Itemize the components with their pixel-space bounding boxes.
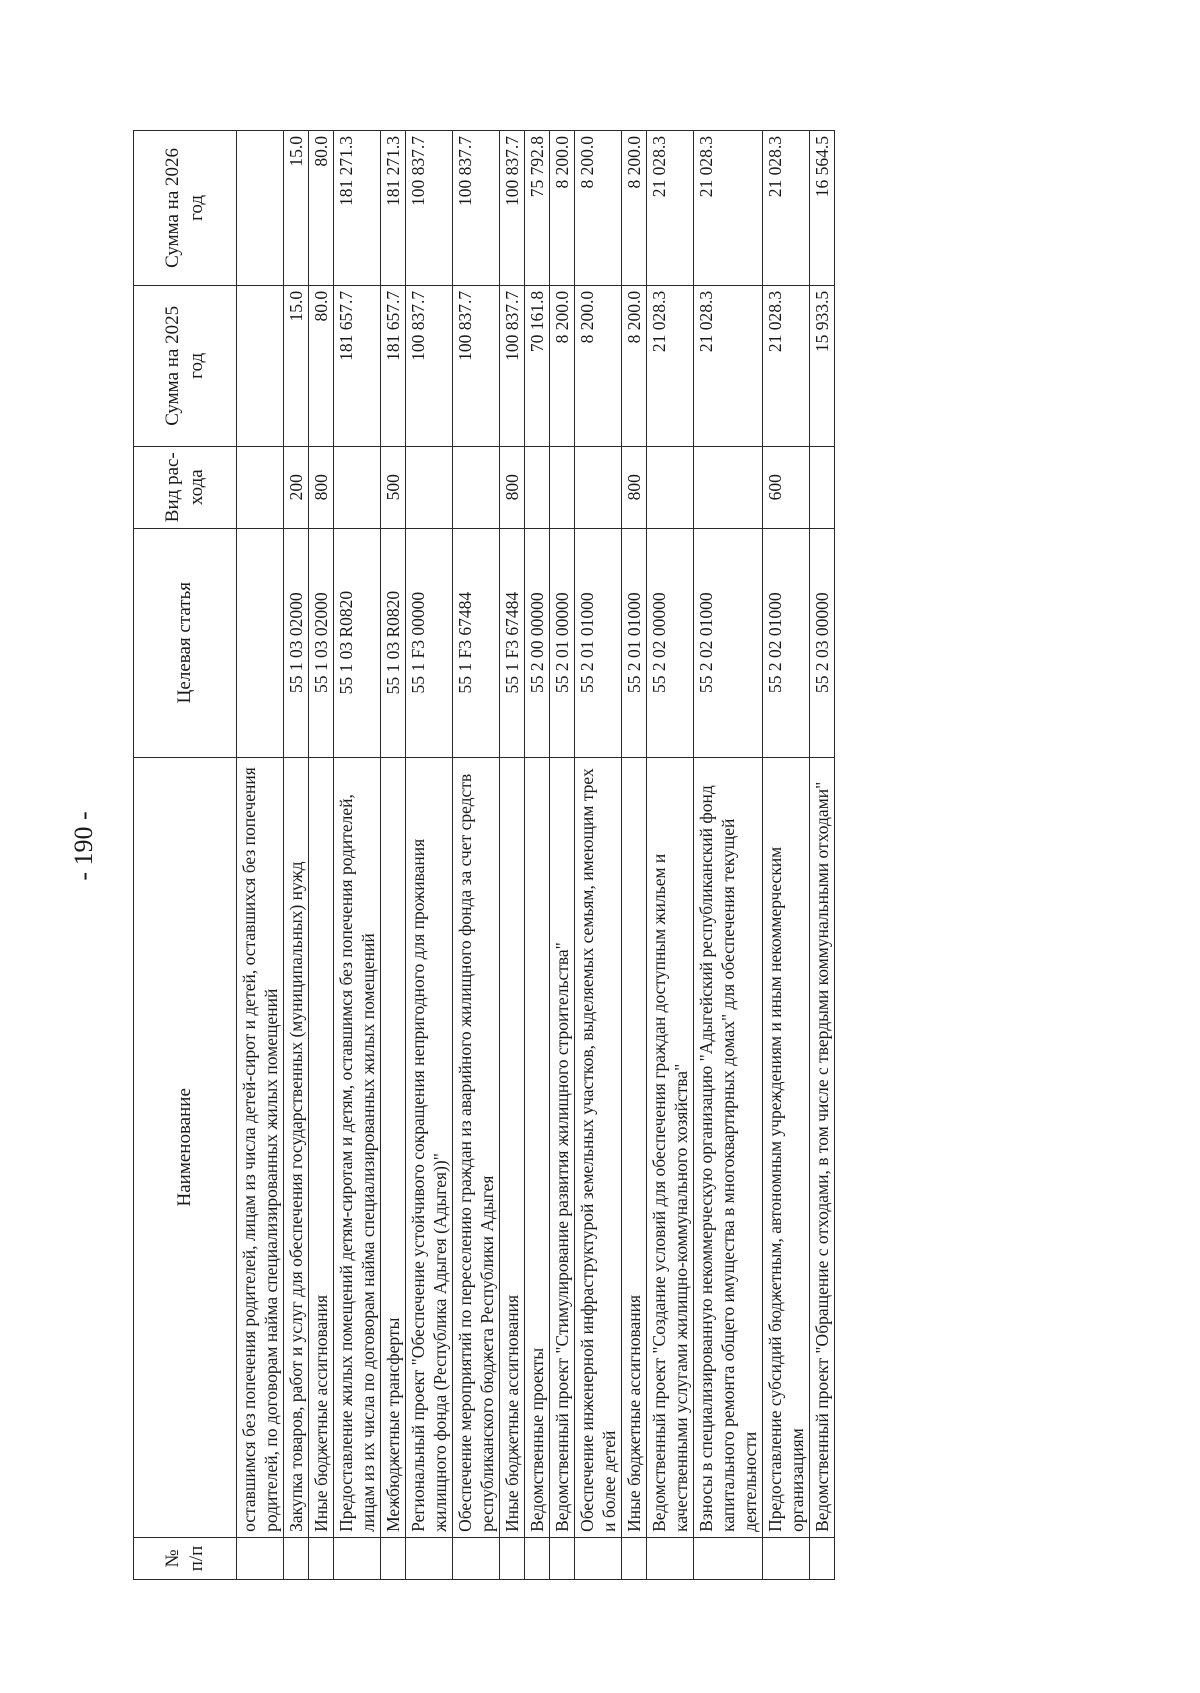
cell-sum2025: 100 837.7 [406,285,453,446]
cell-sum2026: 21 028.3 [694,131,763,286]
cell-sum2026: 8 200.0 [622,131,647,286]
cell-sum2025: 181 657.7 [334,285,381,446]
cell-sum2025: 15 933.5 [810,285,835,446]
table-row [237,131,284,1580]
cell-sum2025: 8 200.0 [575,285,622,446]
cell-name: Закупка товаров, работ и услуг для обеспечения государственных (муниципальных) нужд [284,757,309,1537]
cell-sum2026: 16 564.5 [810,131,835,286]
cell-target: 55 2 02 01000 [694,528,763,757]
header-name: Наименование [134,757,237,1537]
cell-num [381,1537,406,1579]
cell-kind [237,446,284,528]
table-row [309,131,334,1580]
cell-target: 55 1 F3 00000 [406,528,453,757]
table-row [406,131,453,1580]
cell-target: 55 2 01 01000 [622,528,647,757]
cell-sum2026: 100 837.7 [453,131,500,286]
cell-name: Ведомственный проект "Стимулирование развития жилищного строительства" [550,757,575,1537]
cell-num [453,1537,500,1579]
table-row [694,131,763,1580]
cell-sum2025: 181 657.7 [381,285,406,446]
cell-kind [550,446,575,528]
cell-sum2025: 100 837.7 [453,285,500,446]
cell-target: 55 2 03 00000 [810,528,835,757]
cell-sum2026: 181 271.3 [334,131,381,286]
header-target: Целевая статья [134,528,237,757]
cell-num [309,1537,334,1579]
cell-sum2026: 100 837.7 [406,131,453,286]
cell-sum2025: 21 028.3 [694,285,763,446]
cell-name: Предоставление жилых помещений детям-сиротам и детям, оставшимся без попечения родителей, лицам из их числа по договорам найма специализированных жилых помещений [334,757,381,1537]
table-row [284,131,309,1580]
cell-kind: 200 [284,446,309,528]
cell-sum2026: 21 028.3 [647,131,694,286]
cell-target: 55 1 03 R0820 [381,528,406,757]
table-row [763,131,810,1580]
cell-sum2026: 15.0 [284,131,309,286]
cell-sum2026: 100 837.7 [500,131,525,286]
page-number: - 190 - [69,811,98,881]
cell-kind [575,446,622,528]
cell-num [237,1537,284,1579]
table-row [575,131,622,1580]
cell-name: Ведомственный проект "Обращение с отходами, в том числе с твердыми коммунальными отходами" [810,757,835,1537]
cell-target: 55 2 01 00000 [550,528,575,757]
table-row [334,131,381,1580]
cell-kind [647,446,694,528]
cell-name: Предоставление субсидий бюджетным, автономным учреждениям и иным некоммерческим организациям [763,757,810,1537]
table-body [237,131,835,1580]
cell-target: 55 1 03 02000 [284,528,309,757]
cell-sum2025 [237,285,284,446]
cell-sum2025: 21 028.3 [647,285,694,446]
cell-kind [334,446,381,528]
table-row [647,131,694,1580]
header-num: № п/п [134,1537,237,1579]
cell-sum2025: 80.0 [309,285,334,446]
cell-kind [810,446,835,528]
cell-name: Иные бюджетные ассигнования [622,757,647,1537]
header-sum-2025: Сумма на 2025 год [134,285,237,446]
cell-sum2026 [237,131,284,286]
cell-num [763,1537,810,1579]
cell-target: 55 2 02 00000 [647,528,694,757]
table-row [550,131,575,1580]
cell-num [622,1537,647,1579]
cell-sum2025: 8 200.0 [622,285,647,446]
cell-num [334,1537,381,1579]
cell-sum2025: 8 200.0 [550,285,575,446]
cell-name: Обеспечение инженерной инфраструктурой земельных участков, выделяемых семьям, имеющим трех и более детей [575,757,622,1537]
cell-kind [406,446,453,528]
cell-name: Взносы в специализированную некоммерческую организацию "Адыгейский республиканский фонд капитального ремонта общего имущества в многоквартирных домах" для обеспечения текущей деятельности [694,757,763,1537]
table-header-row [134,131,237,1580]
cell-name: Межбюджетные трансферты [381,757,406,1537]
cell-sum2025: 15.0 [284,285,309,446]
table-row [453,131,500,1580]
header-kind: Вид рас-хода [134,446,237,528]
cell-sum2026: 21 028.3 [763,131,810,286]
cell-target: 55 1 03 02000 [309,528,334,757]
table-row [381,131,406,1580]
budget-table [133,130,835,1580]
table-row [525,131,550,1580]
cell-kind: 800 [500,446,525,528]
cell-kind: 500 [381,446,406,528]
cell-name: Иные бюджетные ассигнования [500,757,525,1537]
cell-target: 55 1 F3 67484 [453,528,500,757]
cell-target: 55 1 03 R0820 [334,528,381,757]
cell-kind [694,446,763,528]
table-row [500,131,525,1580]
cell-sum2025: 70 161.8 [525,285,550,446]
cell-name: Обеспечение мероприятий по переселению граждан из аварийного жилищного фонда за счет средств республиканского бюджета Республики Адыгея [453,757,500,1537]
cell-num [406,1537,453,1579]
cell-target [237,528,284,757]
cell-name: Ведомственный проект "Создание условий для обеспечения граждан доступным жильем и качественными услугами жилищно-коммунального хозяйства" [647,757,694,1537]
cell-target: 55 2 01 01000 [575,528,622,757]
rotated-table-container [133,130,1045,1580]
cell-name: Ведомственные проекты [525,757,550,1537]
cell-sum2026: 8 200.0 [550,131,575,286]
cell-num [647,1537,694,1579]
table-row [810,131,835,1580]
cell-target: 55 2 00 00000 [525,528,550,757]
cell-sum2025: 100 837.7 [500,285,525,446]
cell-num [810,1537,835,1579]
cell-num [500,1537,525,1579]
header-sum-2026: Сумма на 2026 год [134,131,237,286]
cell-num [550,1537,575,1579]
cell-kind: 800 [309,446,334,528]
cell-kind: 800 [622,446,647,528]
cell-target: 55 1 F3 67484 [500,528,525,757]
cell-sum2026: 80.0 [309,131,334,286]
cell-name: оставшимся без попечения родителей, лицам из числа детей-сирот и детей, оставшихся без попечения родителей, по договорам найма специализированных жилых помещений [237,757,284,1537]
cell-sum2026: 181 271.3 [381,131,406,286]
cell-sum2026: 8 200.0 [575,131,622,286]
cell-kind: 600 [763,446,810,528]
cell-name: Региональный проект "Обеспечение устойчивого сокращения непригодного для проживания жилищного фонда (Республика Адыгея (Адыгея))" [406,757,453,1537]
cell-name: Иные бюджетные ассигнования [309,757,334,1537]
table-row [622,131,647,1580]
cell-num [575,1537,622,1579]
cell-num [694,1537,763,1579]
cell-kind [453,446,500,528]
cell-sum2026: 75 792.8 [525,131,550,286]
cell-sum2025: 21 028.3 [763,285,810,446]
cell-target: 55 2 02 01000 [763,528,810,757]
cell-kind [525,446,550,528]
cell-num [284,1537,309,1579]
cell-num [525,1537,550,1579]
